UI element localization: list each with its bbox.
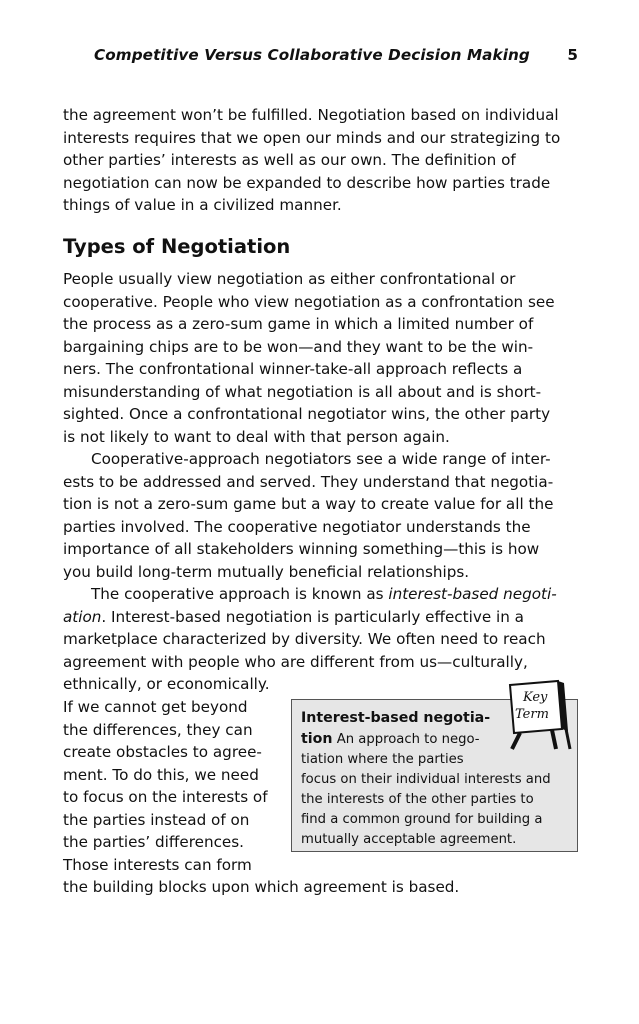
- text-line: marketplace characterized by diversity. We often need to reach: [63, 630, 546, 648]
- text-line: is not likely to want to deal with that person again.: [63, 427, 450, 446]
- text-line: the building blocks upon which agreement is based.: [63, 878, 460, 896]
- text-line: ests to be addressed and served. They understand that negotia-: [63, 472, 554, 491]
- text-line: People usually view negotiation as either confrontational or: [63, 270, 516, 288]
- key-term-title: tion: [301, 731, 333, 747]
- paragraph-1: [63, 104, 579, 217]
- closing-line: [63, 876, 579, 899]
- text-line: importance of all stakeholders winning something—this is how: [63, 540, 540, 558]
- key-term-title: Interest-based negotia-: [301, 710, 491, 726]
- narrow-text-column: [63, 696, 293, 876]
- text-line: agreement with people who are different from us—culturally,: [63, 652, 528, 671]
- key-term-easel-icon: [500, 679, 574, 751]
- text-line: the process as a zero-sum game in which a limited number of: [63, 315, 534, 333]
- text-line: the differences, they can: [63, 720, 253, 739]
- text-line: to focus on the interests of: [63, 788, 268, 806]
- text-line: cooperative. People who view negotiation as a confrontation see: [63, 292, 555, 311]
- text-line: the parties instead of on: [63, 810, 250, 829]
- text-line: the parties’ differences.: [63, 833, 245, 851]
- text-line: negotiation can now be expanded to describe how parties trade: [63, 173, 551, 192]
- key-term-definition: An approach to nego-: [332, 732, 480, 747]
- text-line: misunderstanding of what negotiation is all about and is short-: [63, 382, 542, 401]
- text-line: [63, 606, 579, 629]
- text-line: ners. The confrontational winner-take-all approach reflects a: [63, 360, 523, 378]
- text-line: ethnically, or economically.: [63, 675, 270, 693]
- italic-term: ation: [63, 607, 102, 626]
- page-number: 5: [567, 46, 578, 64]
- section-heading: Types of Negotiation: [63, 235, 291, 258]
- text-line: ment. To do this, we need: [63, 765, 259, 784]
- italic-term: interest-based negoti-: [388, 585, 557, 603]
- text-segment: The cooperative approach is known as: [91, 585, 389, 603]
- key-term-definition-line: the interests of the other parties to: [301, 792, 534, 807]
- text-line: you build long-term mutually beneficial relationships.: [63, 562, 470, 581]
- text-segment: . Interest-based negotiation is particularly effective in a: [101, 607, 524, 626]
- paragraph-2: [63, 268, 579, 696]
- key-term-definition-line: tiation where the parties: [301, 752, 464, 767]
- text-line: things of value in a civilized manner.: [63, 196, 342, 214]
- text-line: the agreement won’t be fulfilled. Negotiation based on individual: [63, 106, 559, 124]
- running-head-title: Competitive Versus Collaborative Decision Making: [94, 46, 530, 64]
- text-line: interests requires that we open our minds and our strategizing to: [63, 128, 561, 147]
- key-term-definition-line: focus on their individual interests and: [301, 772, 551, 787]
- text-line: create obstacles to agree-: [63, 743, 262, 761]
- text-line: Cooperative-approach negotiators see a wide range of inter-: [91, 450, 551, 468]
- key-term-definition-line: mutually acceptable agreement.: [301, 832, 517, 847]
- running-head: [94, 46, 578, 64]
- key-term-icon-text: Key: [523, 690, 548, 705]
- text-line: other parties’ interests as well as our own. The definition of: [63, 151, 516, 169]
- key-term-definition-line: find a common ground for building a: [301, 812, 543, 827]
- text-line: sighted. Once a confrontational negotiator wins, the other party: [63, 405, 551, 423]
- text-line: parties involved. The cooperative negotiator understands the: [63, 517, 531, 536]
- text-line: [63, 583, 579, 606]
- text-line: tion is not a zero-sum game but a way to create value for all the: [63, 495, 554, 513]
- text-line: Those interests can form: [63, 855, 252, 874]
- text-line: bargaining chips are to be won—and they want to be the win-: [63, 337, 534, 356]
- key-term-icon-text: Term: [515, 707, 549, 722]
- text-line: If we cannot get beyond: [63, 698, 248, 716]
